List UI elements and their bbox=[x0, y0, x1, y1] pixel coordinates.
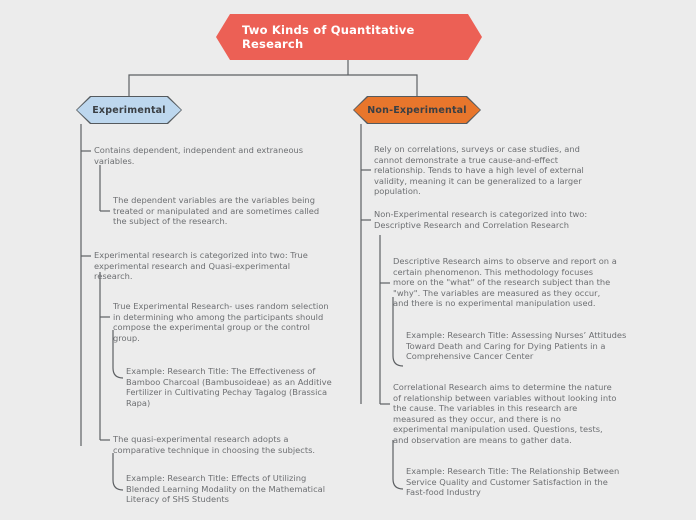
topic-non-rely-on-correlations[interactable]: Rely on correlations, surveys or case studies, and cannot demonstrate a true cause-and-effect relationship. Tends to have a high level of external validity, meaning it can be generalized to a larger population. bbox=[374, 144, 584, 197]
topic-exp-example-blended-learning[interactable]: Example: Research Title: Effects of Utilizing Blended Learning Modality on the Mathematical Literacy of SHS Students bbox=[126, 473, 326, 505]
topic-non-correlational-research[interactable]: Correlational Research aims to determine the nature of relationship between variables without looking into the cause. The variables in this research are measured as they occur, and there is no experimental manipulation used. Questions, tests, and observation are means to gather data. bbox=[393, 382, 617, 445]
branch-node-non-experimental[interactable] bbox=[353, 96, 481, 124]
topic-exp-dependent-variables[interactable]: The dependent variables are the variables being treated or manipulated and are sometimes called the subject of the research. bbox=[113, 195, 320, 227]
root-node-label: Two Kinds of Quantitative Research bbox=[242, 23, 415, 51]
branch-node-experimental[interactable] bbox=[76, 96, 182, 124]
branch-node-label-non-experimental: Non-Experimental bbox=[367, 104, 467, 116]
connector-non-t2-2-1-elbow bbox=[393, 440, 403, 489]
topic-exp-true-experimental-research[interactable]: True Experimental Research- uses random selection in determining who among the participants should compose the experimental group or the control group. bbox=[113, 301, 329, 343]
topic-non-descriptive-research[interactable]: Descriptive Research aims to observe and report on a certain phenomenon. This methodology focuses more on the "what" of the research subject than the "why". The variables are measured as they occur, and there is no experimental manipulation used. bbox=[393, 256, 617, 309]
topic-exp-example-bamboo-charcoal[interactable]: Example: Research Title: The Effectiveness of Bamboo Charcoal (Bambusoideae) as an Additive Fertilizer in Cultivating Pechay Tagalog (Brassica Rapa) bbox=[126, 366, 332, 408]
connector-exp-t2-2-1-elbow bbox=[113, 453, 123, 490]
topic-exp-contains-variables[interactable]: Contains dependent, independent and extraneous variables. bbox=[94, 145, 304, 166]
topic-exp-quasi-experimental[interactable]: The quasi-experimental research adopts a comparative technique in choosing the subjects. bbox=[113, 434, 316, 455]
topic-non-categorized-into-two[interactable]: Non-Experimental research is categorized into two: Descriptive Research and Correlation Research bbox=[374, 209, 588, 230]
branch-node-label-experimental: Experimental bbox=[92, 104, 166, 116]
topic-exp-categorized-into-two[interactable]: Experimental research is categorized into two: True experimental research and Quasi-experimental research. bbox=[94, 250, 308, 282]
topic-non-example-service-quality[interactable]: Example: Research Title: The Relationship Between Service Quality and Customer Satisfaction in the Fast-food Industry bbox=[406, 466, 620, 498]
topic-non-example-nurses-attitudes[interactable]: Example: Research Title: Assessing Nurses’ Attitudes Toward Death and Caring for Dying Patients in a Comprehensive Cancer Center bbox=[406, 330, 627, 362]
root-node-title[interactable] bbox=[216, 14, 482, 60]
